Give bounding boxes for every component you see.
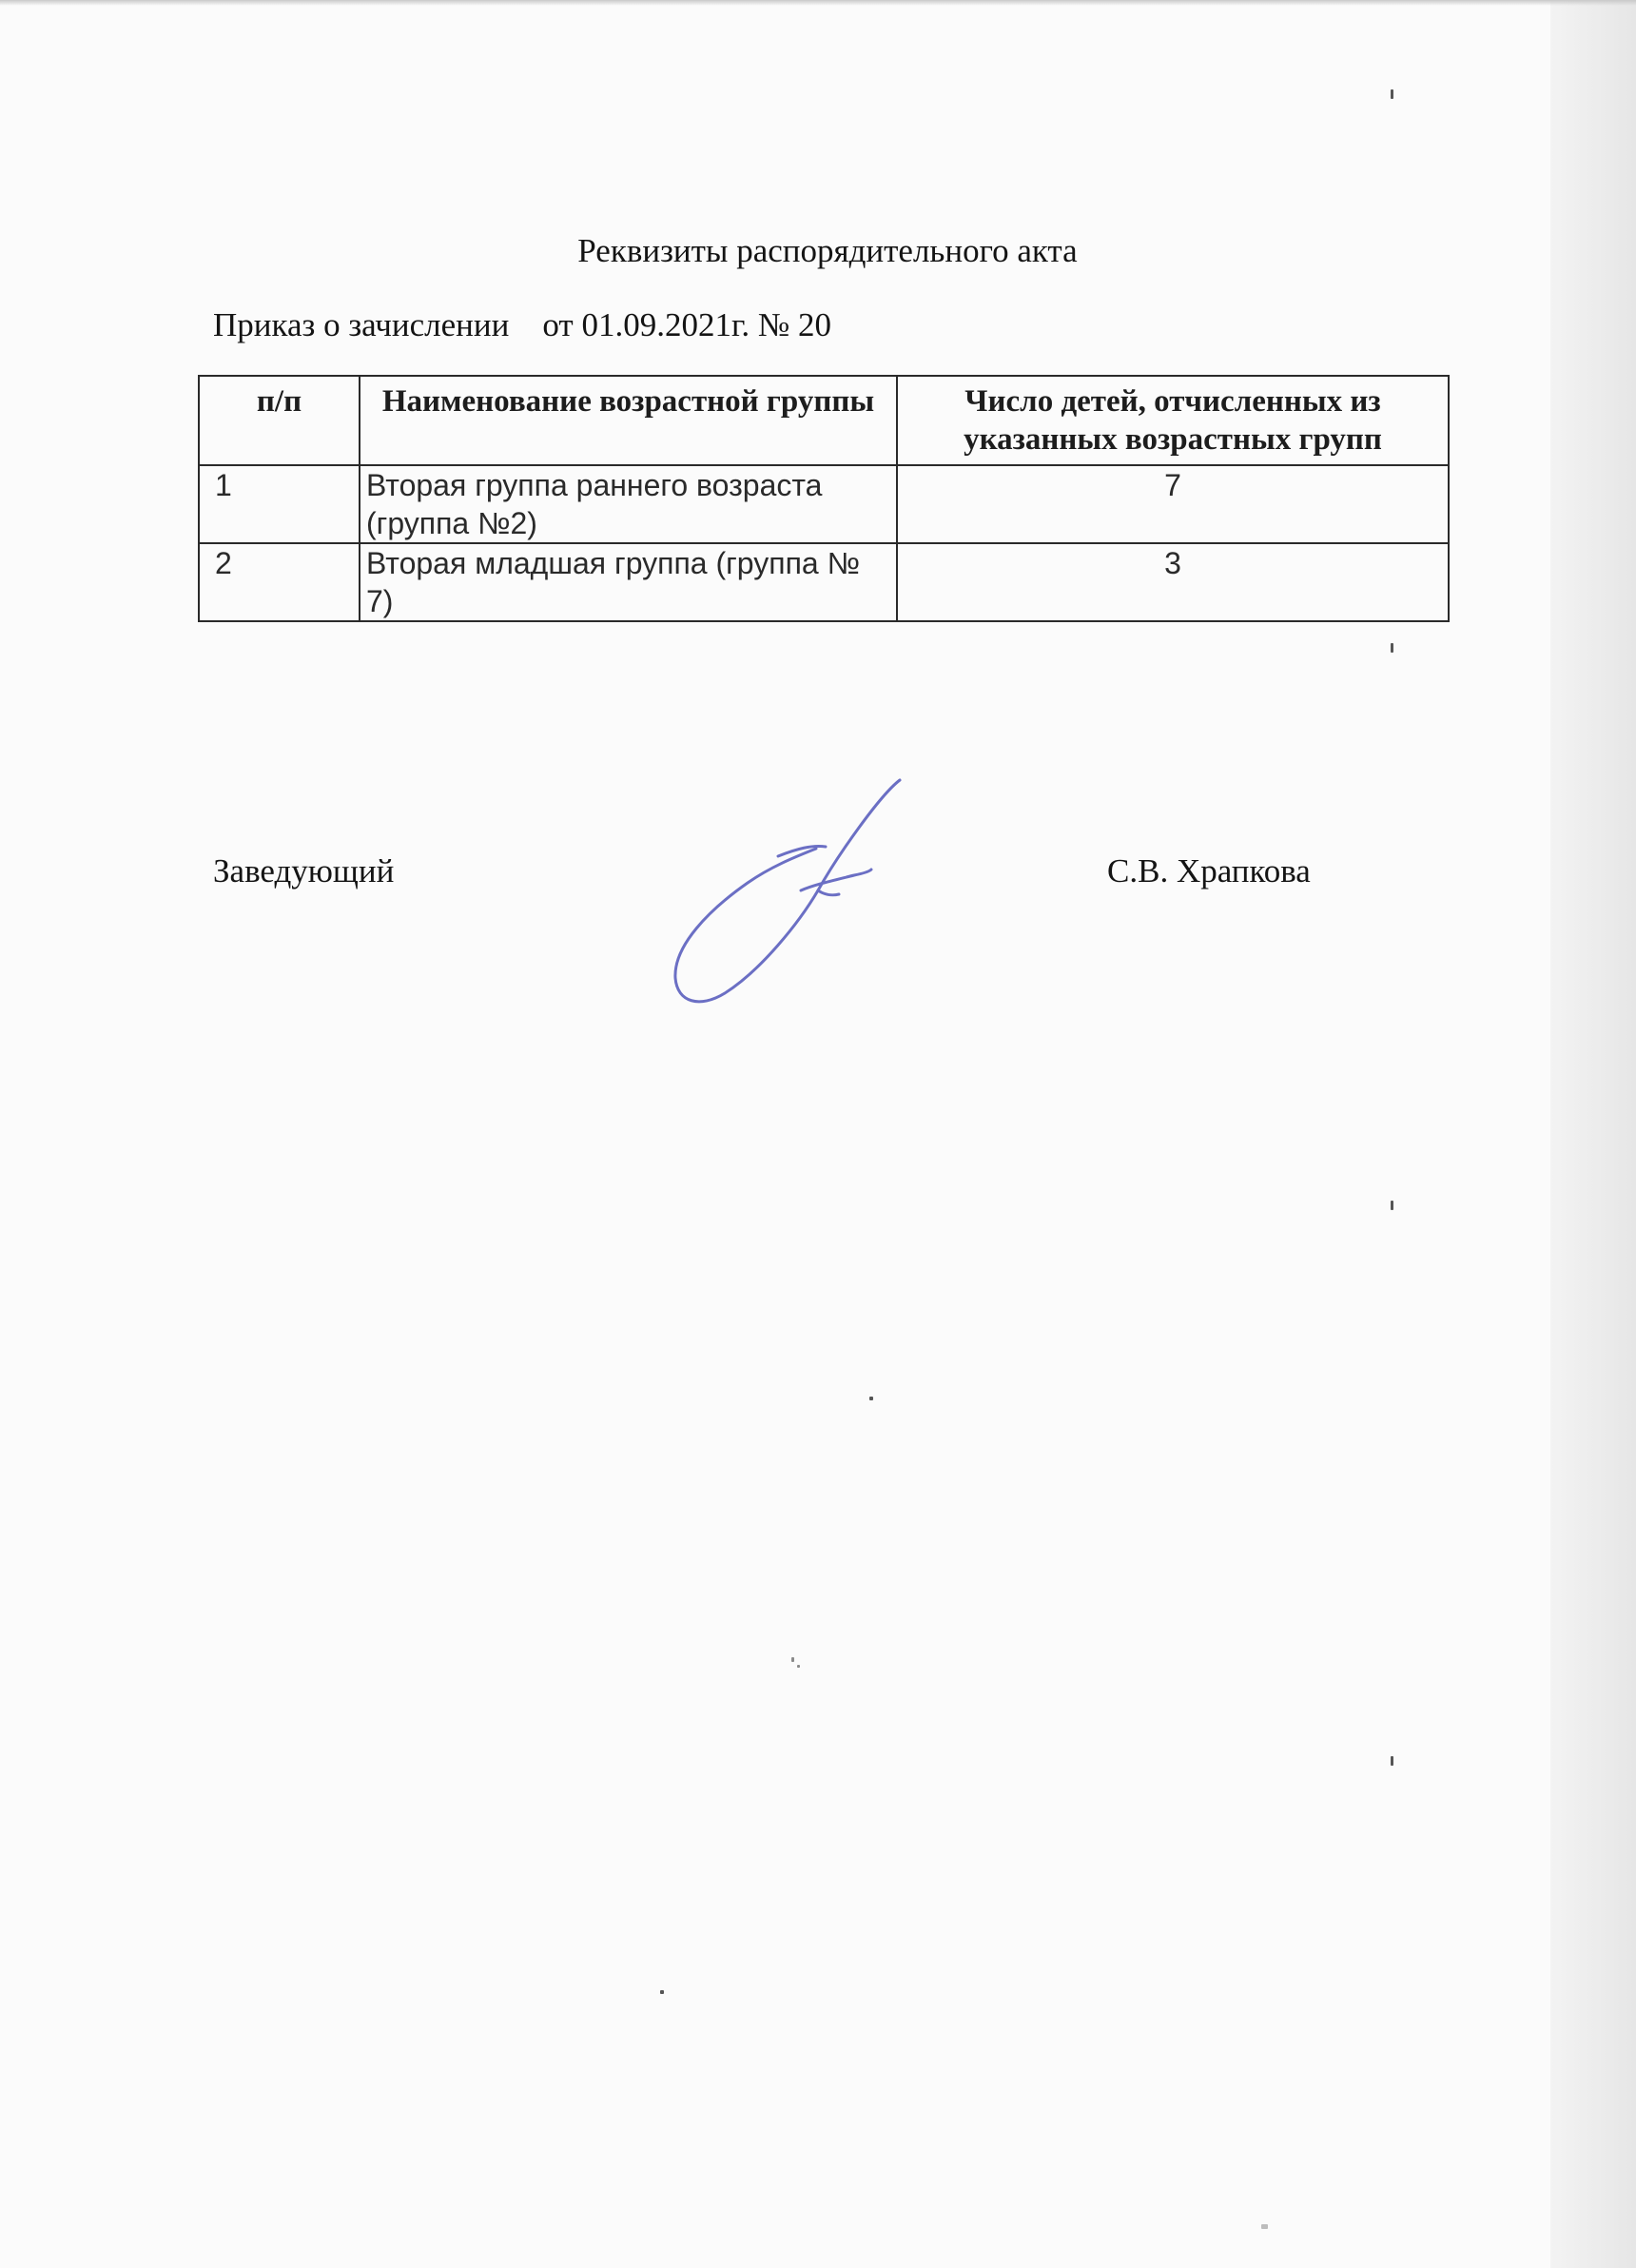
scan-speck bbox=[1261, 2224, 1268, 2229]
scan-speck bbox=[1391, 89, 1393, 99]
scan-speck bbox=[660, 1990, 664, 1994]
order-reference bbox=[213, 306, 831, 344]
document-title: Реквизиты распорядительного акта bbox=[577, 232, 1078, 269]
children-count: 3 bbox=[897, 543, 1449, 621]
handwritten-signature bbox=[656, 769, 923, 1012]
table-row bbox=[199, 465, 1449, 543]
column-header-children-count: Число детей, отчисленных из указанных возрастных групп bbox=[897, 376, 1449, 465]
order-date-number: от 01.09.2021г. № 20 bbox=[542, 306, 832, 343]
group-name: Вторая группа раннего возраста (группа №2) bbox=[360, 465, 897, 543]
column-header-number: п/п bbox=[199, 376, 360, 465]
age-groups-table bbox=[198, 375, 1450, 622]
scan-speck bbox=[1391, 1756, 1393, 1766]
order-label: Приказ о зачислении bbox=[213, 306, 510, 343]
signatory-name: С.В. Храпкова bbox=[1107, 852, 1311, 890]
scan-edge bbox=[1550, 0, 1636, 2268]
table-row bbox=[199, 543, 1449, 621]
scan-speck bbox=[791, 1657, 794, 1662]
scan-speck bbox=[869, 1397, 873, 1400]
scan-top-edge bbox=[0, 0, 1636, 6]
scan-speck bbox=[1391, 1201, 1393, 1210]
table-header-row bbox=[199, 376, 1449, 465]
row-number: 2 bbox=[199, 543, 360, 621]
signatory-role: Заведующий bbox=[213, 852, 395, 890]
group-name: Вторая младшая группа (группа № 7) bbox=[360, 543, 897, 621]
scan-speck bbox=[1391, 643, 1393, 653]
scan-speck bbox=[797, 1665, 800, 1668]
row-number: 1 bbox=[199, 465, 360, 543]
children-count: 7 bbox=[897, 465, 1449, 543]
column-header-group-name: Наименование возрастной группы bbox=[360, 376, 897, 465]
